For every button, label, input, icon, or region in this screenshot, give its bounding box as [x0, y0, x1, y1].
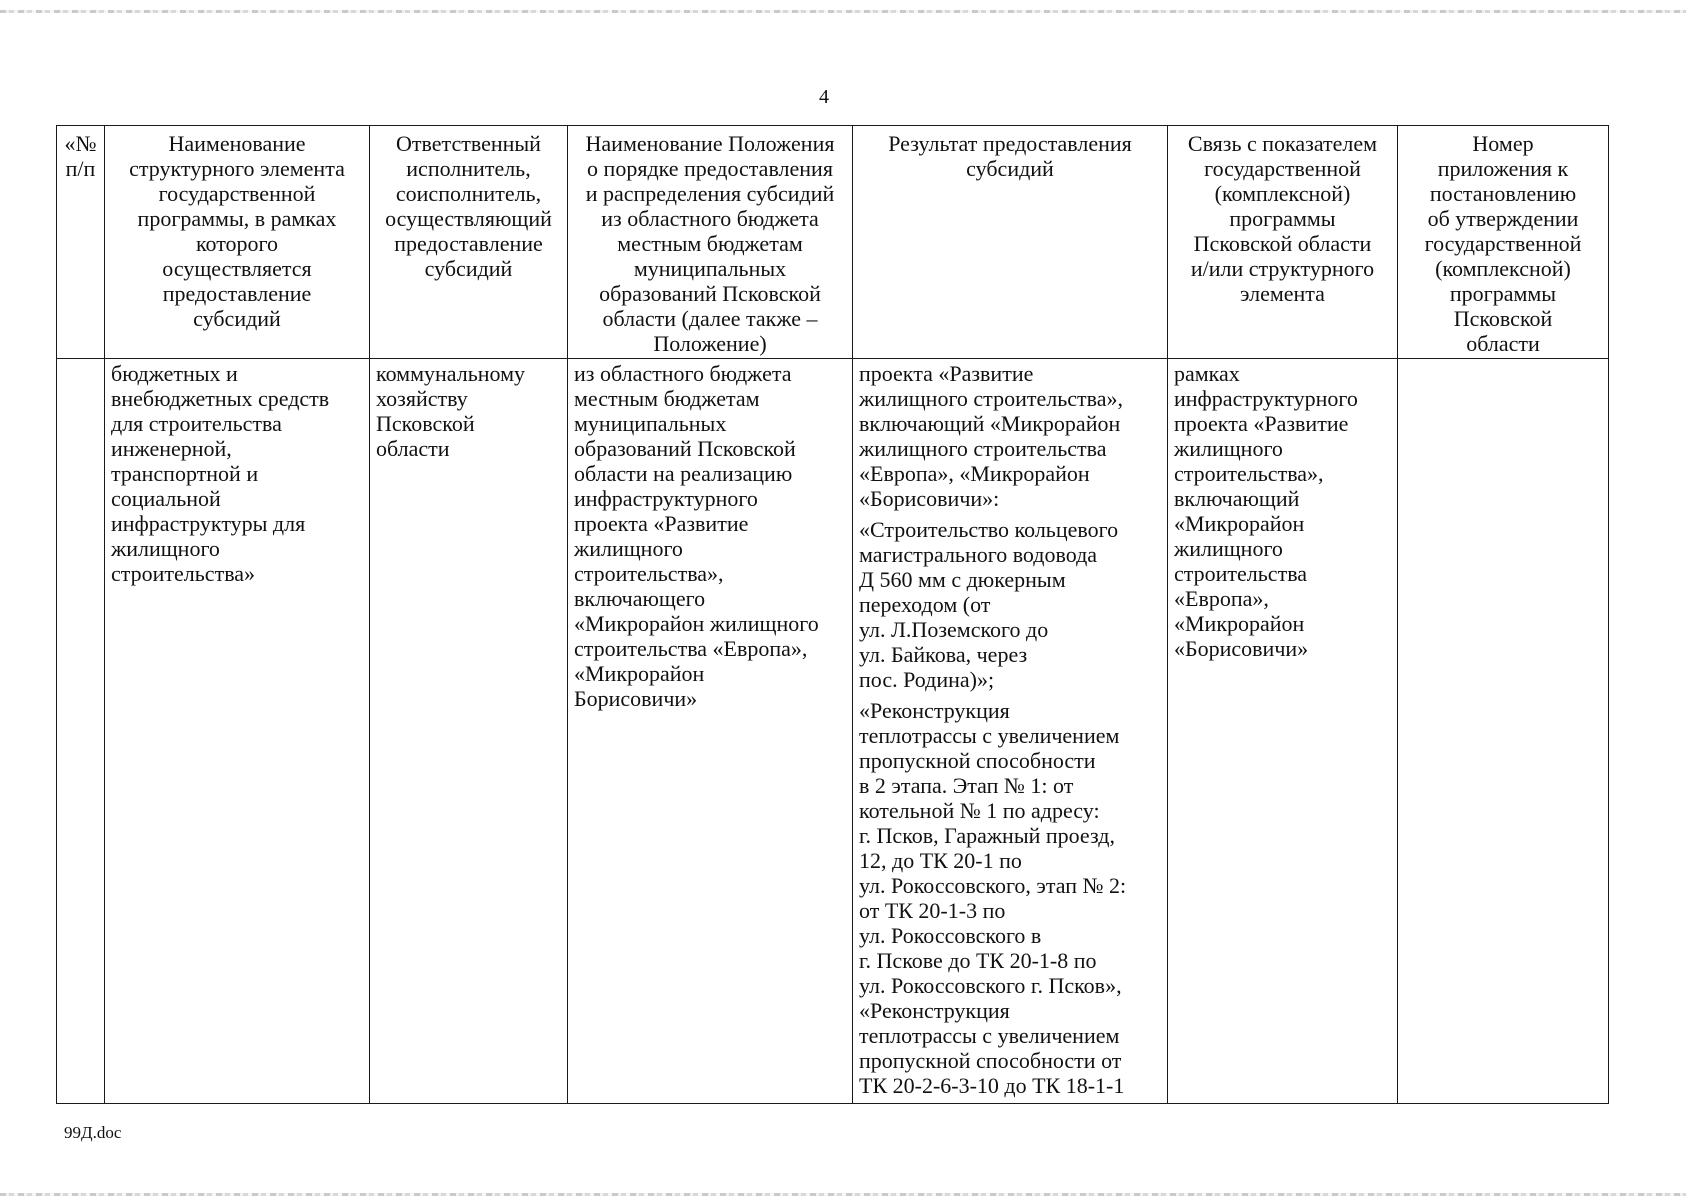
table-header-row — [57, 126, 1609, 359]
scan-edge-bottom — [0, 1193, 1686, 1196]
result-paragraph: «Строительство кольцевого магистрального водовода Д 560 мм с дюкерным переходом (от ул. Л.Поземского до ул. Байкова, через пос. Родина)»; — [859, 517, 1119, 692]
scan-edge-top — [0, 10, 1686, 13]
table-row — [57, 359, 1609, 1104]
header-number: «№ п/п — [57, 126, 105, 359]
cell-regulation: из областного бюджета местным бюджетам муниципальных образований Псковской области на реализацию инфраструктурного проекта «Развитие жилищного строительства», включающего «Микрорайон жилищного строительства «Европа», «Микрорайон Борисовичи» — [568, 359, 853, 1104]
header-executor: Ответственный исполнитель, соисполнитель, осуществляющий предоставление субсидий — [370, 126, 568, 359]
file-name-footer: 99Д.doc — [64, 1123, 122, 1142]
header-annex-number: Номер приложения к постановлению об утверждении государственной (комплексной) программы Псковской области — [1398, 126, 1609, 359]
header-result: Результат предоставления субсидий — [853, 126, 1168, 359]
cell-structural-element: бюджетных и внебюджетных средств для строительства инженерной, транспортной и социальной инфраструктуры для жилищного строительства» — [105, 359, 370, 1104]
result-paragraph: проекта «Развитие жилищного строительства», включающий «Микрорайон жилищного строительства «Европа», «Микрорайон «Борисовичи»: — [859, 361, 1123, 511]
cell-annex-number — [1398, 359, 1609, 1104]
result-paragraph: «Реконструкция теплотрассы с увеличением пропускной способности в 2 этапа. Этап № 1: от котельной № 1 по адресу: г. Псков, Гаражный проезд, 12, до ТК 20-1 по ул. Рокоссовского, этап № 2: от ТК 20-1-3 по ул. Рокоссовского в г. Пскове до ТК 20-1-8 по ул. Рокоссовского г. Псков», «Реконструкция теплотрассы с увеличением пропускной способности от ТК 20-2-6-3-10 до ТК 18-1-1 — [859, 698, 1127, 1098]
subsidy-table — [56, 125, 1609, 1104]
cell-number — [57, 359, 105, 1104]
page-number: 4 — [819, 86, 829, 108]
header-structural-element: Наименование структурного элемента государственной программы, в рамках которого осуществляется предоставление субсидий — [105, 126, 370, 359]
cell-indicator-link: рамках инфраструктурного проекта «Развитие жилищного строительства», включающий «Микрорайон жилищного строительства «Европа», «Микрорайон «Борисовичи» — [1168, 359, 1398, 1104]
header-indicator-link: Связь с показателем государственной (комплексной) программы Псковской области и/или структурного элемента — [1168, 126, 1398, 359]
header-regulation: Наименование Положения о порядке предоставления и распределения субсидий из областного бюджета местным бюджетам муниципальных образований Псковской области (далее также – Положение) — [568, 126, 853, 359]
cell-executor: коммунальному хозяйству Псковской области — [370, 359, 568, 1104]
cell-result — [853, 359, 1168, 1104]
